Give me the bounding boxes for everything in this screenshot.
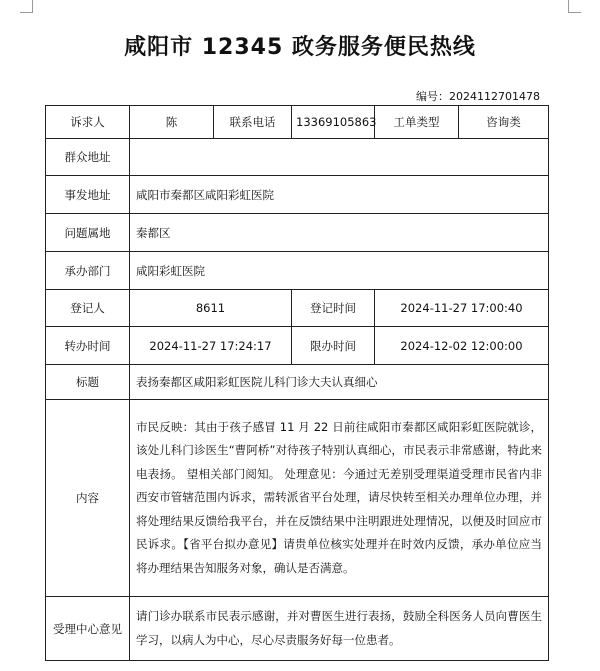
opinion-row [46, 597, 549, 661]
content-row [46, 400, 549, 597]
subject-label: 标题 [46, 365, 130, 400]
phone-label: 联系电话 [214, 106, 292, 139]
content-value: 市民反映：其由于孩子感冒 11 月 22 日前往咸阳市秦都区咸阳彩虹医院就诊，该处儿科门诊医生“曹阿桥”对待孩子特别认真细心，市民表示非常感谢，特此来电表扬。 望相关部门阅知。 处理意见：今通过无差别受理渠道受理市民省内非西安市管辖范围内诉求，需转派省平台处理，请尽快转至相关办理单位办理，并将处理结果反馈给我平台，并在反馈结果中注明跟进处理情况，以便及时回应市民诉求。【省平台拟办意见】请贵单位核实处理并在时效内反馈，承办单位应当将办理结果告知服务对象，确认是否满意。 [130, 400, 549, 597]
dept-row [46, 252, 549, 290]
area-row [46, 214, 549, 252]
deadline-label: 限办时间 [292, 327, 375, 365]
order-type-label: 工单类型 [375, 106, 459, 139]
document-number: 编号：2024112701478 [416, 90, 540, 103]
complainant-value: 陈 [130, 106, 214, 139]
address-row [46, 139, 549, 176]
order-type-value: 咨询类 [459, 106, 549, 139]
complainant-label: 诉求人 [46, 106, 130, 139]
address-value [130, 139, 549, 176]
incident-value: 咸阳市秦都区咸阳彩虹医院 [130, 176, 549, 214]
area-label: 问题属地 [46, 214, 130, 252]
area-value: 秦都区 [130, 214, 549, 252]
transfer-row [46, 327, 549, 365]
subject-value: 表扬秦都区咸阳彩虹医院儿科门诊大夫认真细心 [130, 365, 549, 400]
content-label: 内容 [46, 400, 130, 597]
registrar-label: 登记人 [46, 290, 130, 327]
register-time-label: 登记时间 [292, 290, 375, 327]
transfer-time-value: 2024-11-27 17:24:17 [130, 327, 292, 365]
subject-row [46, 365, 549, 400]
deadline-value: 2024-12-02 12:00:00 [375, 327, 549, 365]
dept-value: 咸阳彩虹医院 [130, 252, 549, 290]
phone-value: 13369105863 [292, 106, 375, 139]
incident-label: 事发地址 [46, 176, 130, 214]
incident-row [46, 176, 549, 214]
transfer-time-label: 转办时间 [46, 327, 130, 365]
page-corner-mark-left [20, 0, 33, 13]
register-row [46, 290, 549, 327]
register-time-value: 2024-11-27 17:00:40 [375, 290, 549, 327]
document-title: 咸阳市 12345 政务服务便民热线 [124, 35, 476, 60]
registrar-value: 8611 [130, 290, 292, 327]
opinion-value: 请门诊办联系市民表示感谢，并对曹医生进行表扬，鼓励全科医务人员向曹医生学习，以病人为中心，尽心尽责服务好每一位患者。 [130, 597, 549, 661]
dept-label: 承办部门 [46, 252, 130, 290]
work-order-form [45, 105, 549, 661]
complainant-row [46, 106, 549, 139]
address-label: 群众地址 [46, 139, 130, 176]
opinion-label: 受理中心意见 [46, 597, 130, 661]
page-corner-mark-right [568, 0, 581, 13]
